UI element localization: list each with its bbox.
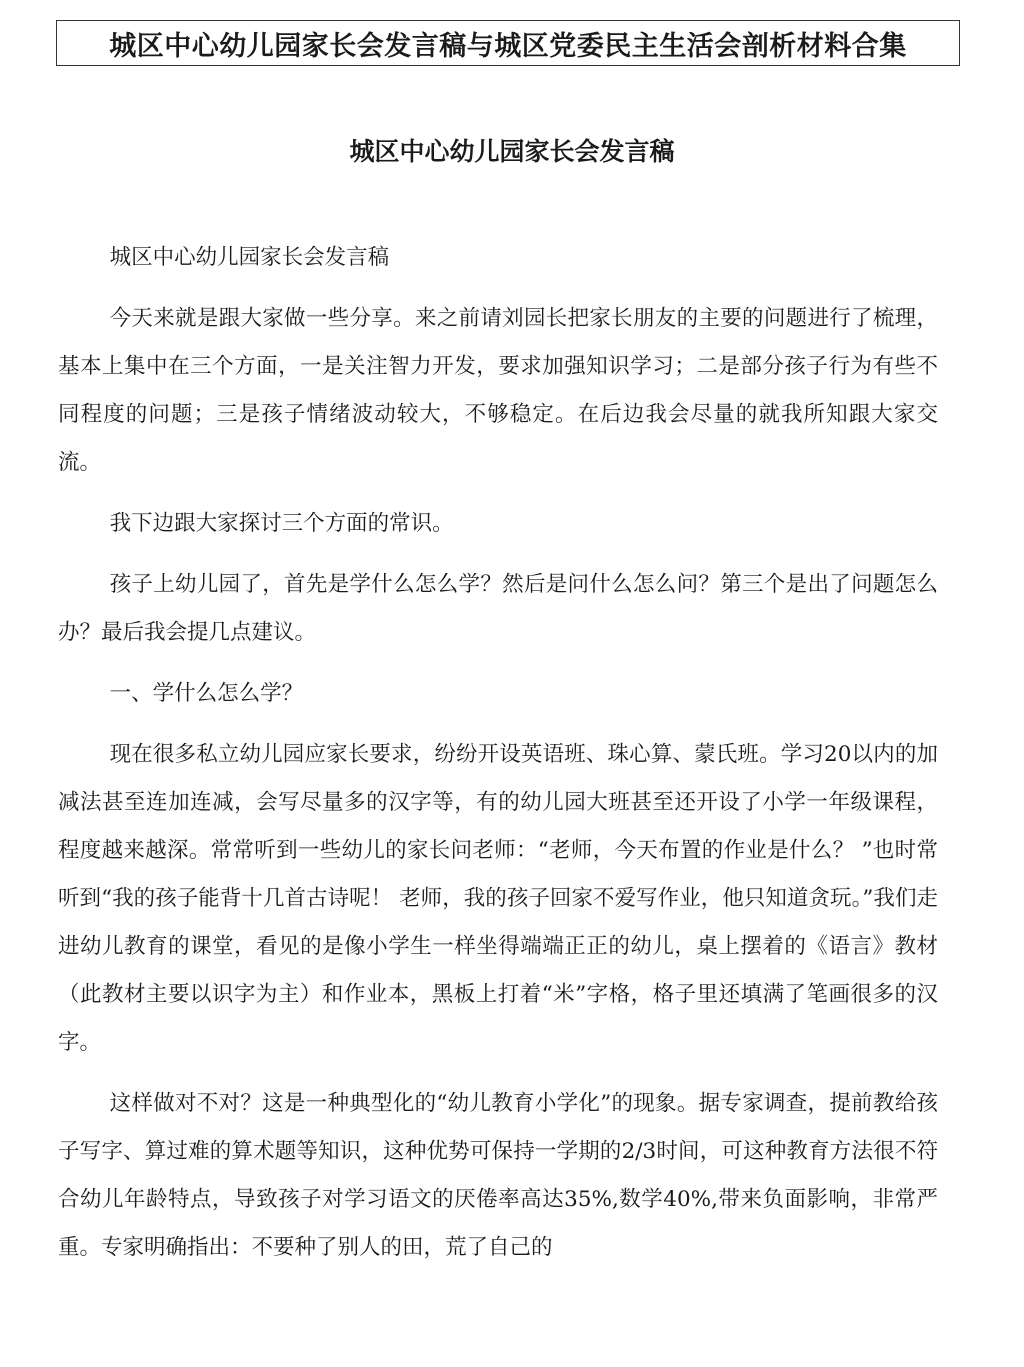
paragraph: 我下边跟大家探讨三个方面的常识。 xyxy=(109,511,454,536)
paragraph: 城区中心幼儿园家长会发言稿 xyxy=(109,245,390,270)
document-header-title: 城区中心幼儿园家长会发言稿与城区党委民主生活会剖析材料合集 xyxy=(56,20,960,66)
document-title: 城区中心幼儿园家长会发言稿 xyxy=(349,137,675,166)
document-body xyxy=(58,234,938,1285)
paragraph: 孩子上幼儿园了，首先是学什么怎么学？然后是问什么怎么问？第三个是出了问题怎么办？最后我会提几点建议。 xyxy=(58,572,938,645)
paragraph: 现在很多私立幼儿园应家长要求，纷纷开设英语班、珠心算、蒙氏班。学习20以内的加减法甚至连加连减，会写尽量多的汉字等，有的幼儿园大班甚至还开设了小学一年级课程，程度越来越深。常常听到一些幼儿的家长问老师：“老师，今天布置的作业是什么？ ”也时常听到“我的孩子能背十几首古诗呢！ 老师，我的孩子回家不爱写作业，他只知道贪玩。”我们走进幼儿教育的课堂，看见的是像小学生一样坐得端端正正的幼儿，桌上摆着的《语言》教材（此教材主要以识字为主）和作业本，黑板上打着“米”字格，格子里还填满了笔画很多的汉字。 xyxy=(58,742,938,1055)
paragraph: 今天来就是跟大家做一些分享。来之前请刘园长把家长朋友的主要的问题进行了梳理，基本上集中在三个方面，一是关注智力开发，要求加强知识学习；二是部分孩子行为有些不同程度的问题；三是孩子情绪波动较大，不够稳定。在后边我会尽量的就我所知跟大家交流。 xyxy=(58,306,938,475)
section-heading: 一、学什么怎么学？ xyxy=(109,681,304,706)
paragraph: 这样做对不对？这是一种典型化的“幼儿教育小学化”的现象。据专家调查，提前教给孩子写字、算过难的算术题等知识，这种优势可保持一学期的2/3时间，可这种教育方法很不符合幼儿年龄特点，导致孩子对学习语文的厌倦率高达35%,数学40%,带来负面影响，非常严重。专家明确指出：不要种了别人的田，荒了自己的 xyxy=(58,1091,938,1260)
